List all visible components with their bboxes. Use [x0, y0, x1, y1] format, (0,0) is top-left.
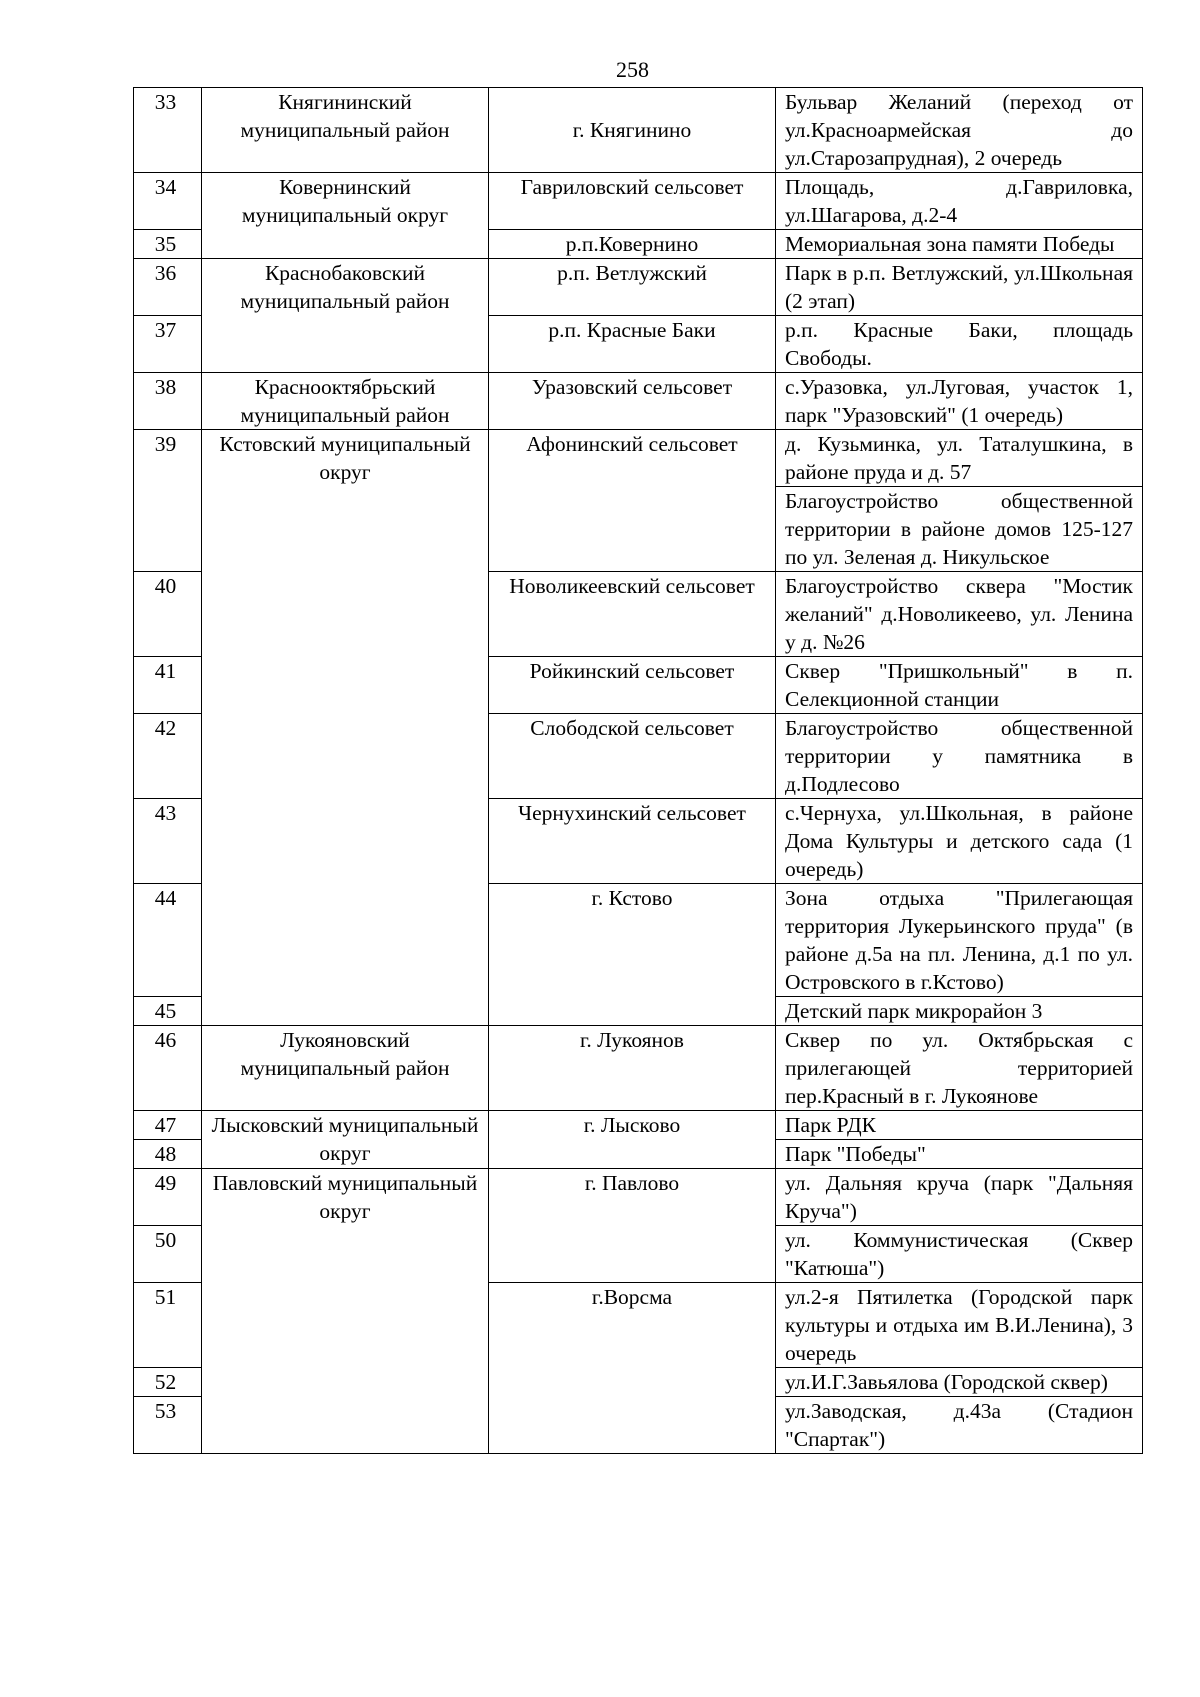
row-number: 41 [134, 657, 202, 714]
row-number: 35 [134, 230, 202, 259]
row-number: 38 [134, 373, 202, 430]
row-number: 33 [134, 88, 202, 173]
object-cell: Сквер по ул. Октябрьская с прилегающей территорией пер.Красный в г. Лукоянове [776, 1026, 1143, 1111]
objects-table [133, 87, 1143, 1454]
district-cell: Кстовский муниципальный округ [202, 430, 489, 1026]
settlement-cell: г. Лукоянов [489, 1026, 776, 1111]
settlement-cell: г. Кстово [489, 884, 776, 1026]
settlement-cell: р.п. Ветлужский [489, 259, 776, 316]
district-cell: Краснооктябрьский муниципальный район [202, 373, 489, 430]
settlement-cell: г. Павлово [489, 1169, 776, 1283]
row-number: 52 [134, 1368, 202, 1397]
district-cell: Лукояновский муниципальный район [202, 1026, 489, 1111]
object-cell: Благоустройство общественной территории в районе домов 125-127 по ул. Зеленая д. Никульское [776, 487, 1143, 572]
page-number: 258 [616, 57, 649, 82]
settlement-cell: р.п.Ковернино [489, 230, 776, 259]
object-cell: с.Чернуха, ул.Школьная, в районе Дома Культуры и детского сада (1 очередь) [776, 799, 1143, 884]
row-number: 40 [134, 572, 202, 657]
table-row [134, 373, 1143, 430]
table-row [134, 1169, 1143, 1226]
table-row [134, 1026, 1143, 1111]
row-number: 42 [134, 714, 202, 799]
object-cell: ул.И.Г.Завьялова (Городской сквер) [776, 1368, 1143, 1397]
row-number: 37 [134, 316, 202, 373]
row-number: 43 [134, 799, 202, 884]
row-number: 51 [134, 1283, 202, 1368]
row-number: 46 [134, 1026, 202, 1111]
table-row [134, 1111, 1143, 1140]
object-cell: ул. Дальняя круча (парк "Дальняя Круча") [776, 1169, 1143, 1226]
settlement-cell: Новоликеевский сельсовет [489, 572, 776, 657]
table-row [134, 88, 1143, 173]
settlement-cell: г. Княгинино [489, 88, 776, 173]
object-cell: Благоустройство сквера "Мостик желаний" д.Новоликеево, ул. Ленина у д. №26 [776, 572, 1143, 657]
settlement-cell: г.Ворсма [489, 1283, 776, 1454]
object-cell: Детский парк микрорайон 3 [776, 997, 1143, 1026]
district-cell: Павловский муниципальный округ [202, 1169, 489, 1454]
settlement-cell: г. Лысково [489, 1111, 776, 1169]
district-cell: Краснобаковский муниципальный район [202, 259, 489, 373]
district-cell: Княгининский муниципальный район [202, 88, 489, 173]
object-cell: р.п. Красные Баки, площадь Свободы. [776, 316, 1143, 373]
object-cell: Парк в р.п. Ветлужский, ул.Школьная (2 этап) [776, 259, 1143, 316]
table-row [134, 259, 1143, 316]
object-cell: ул.Заводская, д.43а (Стадион "Спартак") [776, 1397, 1143, 1454]
row-number: 45 [134, 997, 202, 1026]
object-cell: Благоустройство общественной территории у памятника в д.Подлесово [776, 714, 1143, 799]
object-cell: Сквер "Пришкольный" в п. Селекционной станции [776, 657, 1143, 714]
settlement-cell: Слободской сельсовет [489, 714, 776, 799]
settlement-cell: Ройкинский сельсовет [489, 657, 776, 714]
settlement-cell: Чернухинский сельсовет [489, 799, 776, 884]
object-cell: Парк РДК [776, 1111, 1143, 1140]
row-number: 39 [134, 430, 202, 572]
district-cell: Ковернинский муниципальный округ [202, 173, 489, 259]
table-row [134, 430, 1143, 487]
object-cell: Бульвар Желаний (переход от ул.Красноармейская до ул.Старозапрудная), 2 очередь [776, 88, 1143, 173]
object-cell: Парк "Победы" [776, 1140, 1143, 1169]
object-cell: Площадь, д.Гавриловка, ул.Шагарова, д.2-4 [776, 173, 1143, 230]
object-cell: Мемориальная зона памяти Победы [776, 230, 1143, 259]
settlement-cell: Уразовский сельсовет [489, 373, 776, 430]
row-number: 53 [134, 1397, 202, 1454]
row-number: 44 [134, 884, 202, 997]
object-cell: д. Кузьминка, ул. Таталушкина, в районе пруда и д. 57 [776, 430, 1143, 487]
object-cell: ул. Коммунистическая (Сквер "Катюша") [776, 1226, 1143, 1283]
object-cell: Зона отдыха "Прилегающая территория Лукерьинского пруда" (в районе д.5а на пл. Ленина, д.1 по ул. Островского в г.Кстово) [776, 884, 1143, 997]
row-number: 49 [134, 1169, 202, 1226]
row-number: 36 [134, 259, 202, 316]
object-cell: с.Уразовка, ул.Луговая, участок 1, парк "Уразовский" (1 очередь) [776, 373, 1143, 430]
row-number: 48 [134, 1140, 202, 1169]
row-number: 34 [134, 173, 202, 230]
row-number: 50 [134, 1226, 202, 1283]
table-row [134, 173, 1143, 230]
object-cell: ул.2-я Пятилетка (Городской парк культуры и отдыха им В.И.Ленина), 3 очередь [776, 1283, 1143, 1368]
settlement-cell: Гавриловский сельсовет [489, 173, 776, 230]
settlement-cell: Афонинский сельсовет [489, 430, 776, 572]
district-cell: Лысковский муниципальный округ [202, 1111, 489, 1169]
row-number: 47 [134, 1111, 202, 1140]
settlement-cell: р.п. Красные Баки [489, 316, 776, 373]
